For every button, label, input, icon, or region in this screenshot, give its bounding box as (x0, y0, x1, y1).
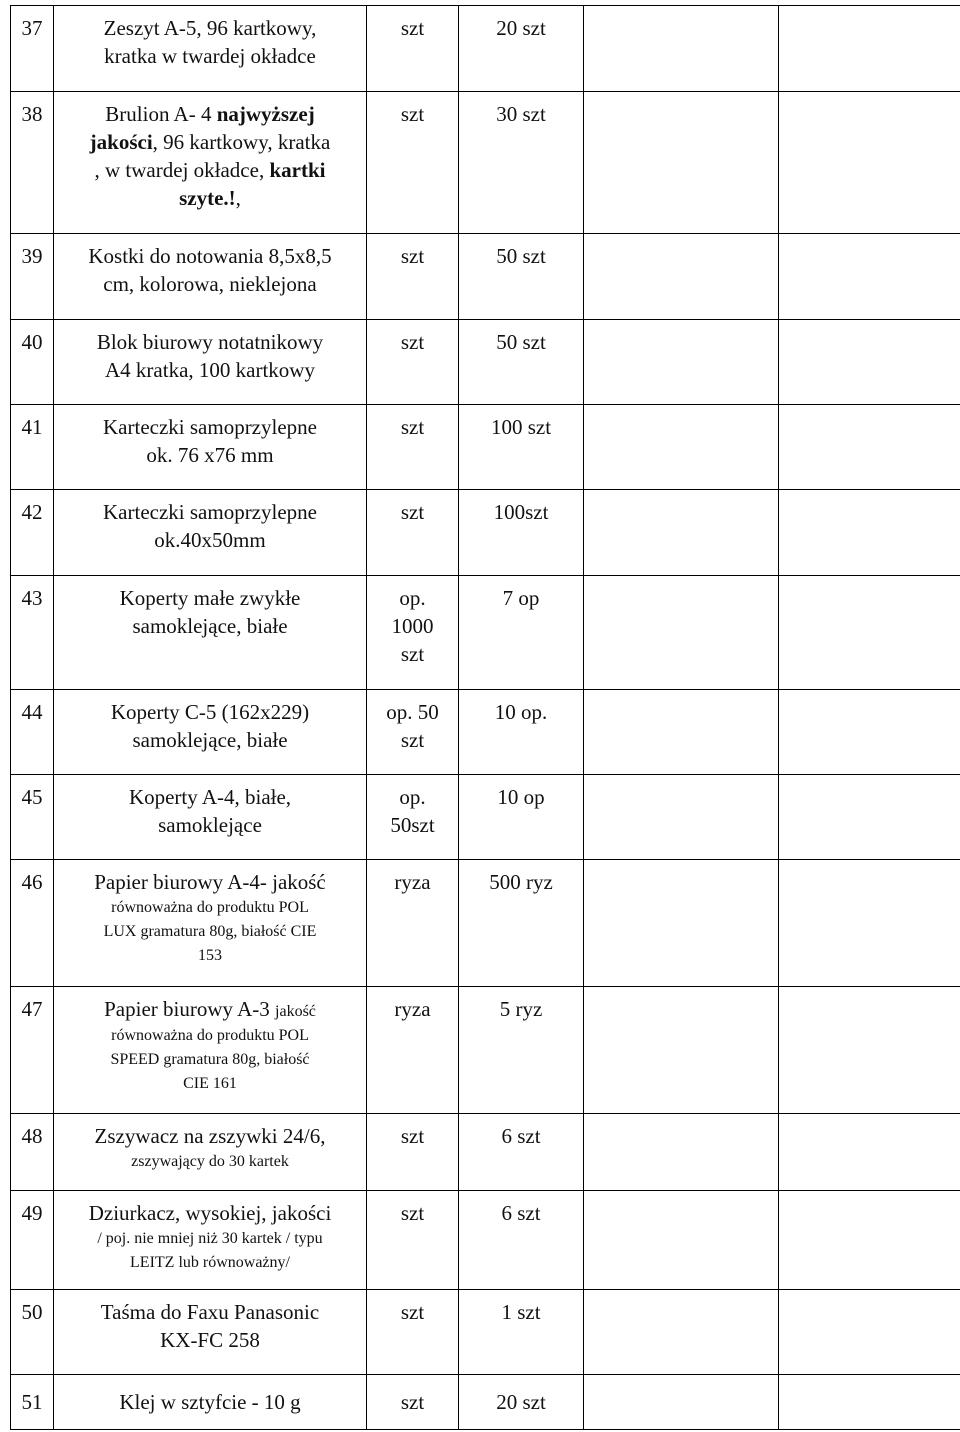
quantity-cell: 50 szt (459, 234, 584, 320)
unit-cell: szt (367, 234, 459, 320)
row-number: 51 (11, 1375, 54, 1430)
unit-cell: szt (367, 1290, 459, 1375)
unit-cell: szt (367, 92, 459, 234)
empty-cell (779, 987, 960, 1114)
row-number: 44 (11, 690, 54, 775)
table-row (11, 1114, 960, 1191)
empty-cell (779, 1114, 960, 1191)
unit-cell: ryza (367, 987, 459, 1114)
table-row (11, 92, 960, 234)
unit-cell: op. 1000 szt (367, 576, 459, 690)
item-description: Koperty C-5 (162x229) samoklejące, białe (54, 690, 367, 775)
empty-cell (584, 92, 779, 234)
unit-cell: szt (367, 1191, 459, 1290)
row-number: 38 (11, 92, 54, 234)
unit-cell: szt (367, 405, 459, 490)
empty-cell (584, 1290, 779, 1375)
unit-cell: ryza (367, 860, 459, 987)
item-description: Koperty A-4, białe, samoklejące (54, 775, 367, 860)
empty-cell (584, 860, 779, 987)
empty-cell (779, 320, 960, 405)
unit-cell: szt (367, 1114, 459, 1191)
unit-cell: szt (367, 320, 459, 405)
empty-cell (584, 320, 779, 405)
row-number: 47 (11, 987, 54, 1114)
quantity-cell: 50 szt (459, 320, 584, 405)
empty-cell (779, 6, 960, 92)
table-row (11, 1191, 960, 1290)
empty-cell (779, 234, 960, 320)
order-table (10, 5, 960, 1430)
quantity-cell: 100szt (459, 490, 584, 576)
empty-cell (779, 490, 960, 576)
row-number: 48 (11, 1114, 54, 1191)
quantity-cell: 1 szt (459, 1290, 584, 1375)
item-description: Klej w sztyfcie - 10 g (54, 1375, 367, 1430)
table-row (11, 234, 960, 320)
row-number: 49 (11, 1191, 54, 1290)
quantity-cell: 500 ryz (459, 860, 584, 987)
table-row (11, 1375, 960, 1430)
row-number: 46 (11, 860, 54, 987)
table-row (11, 690, 960, 775)
row-number: 40 (11, 320, 54, 405)
table-row (11, 6, 960, 92)
empty-cell (584, 234, 779, 320)
empty-cell (584, 1191, 779, 1290)
empty-cell (779, 1290, 960, 1375)
item-description: Zszywacz na zszywki 24/6, zszywający do 30 kartek (54, 1114, 367, 1191)
item-description: Zeszyt A-5, 96 kartkowy, kratka w twardej okładce (54, 6, 367, 92)
empty-cell (584, 6, 779, 92)
empty-cell (584, 1375, 779, 1430)
item-description: Papier biurowy A-4- jakość równoważna do produktu POL LUX gramatura 80g, białość CIE 153 (54, 860, 367, 987)
item-description: Papier biurowy A-3 jakość równoważna do produktu POL SPEED gramatura 80g, białość CIE 161 (54, 987, 367, 1114)
table-row (11, 576, 960, 690)
empty-cell (584, 690, 779, 775)
row-number: 39 (11, 234, 54, 320)
empty-cell (779, 1375, 960, 1430)
quantity-cell: 20 szt (459, 1375, 584, 1430)
unit-cell: op. 50 szt (367, 690, 459, 775)
quantity-cell: 10 op. (459, 690, 584, 775)
unit-cell: szt (367, 1375, 459, 1430)
table-row (11, 405, 960, 490)
empty-cell (779, 860, 960, 987)
quantity-cell: 7 op (459, 576, 584, 690)
empty-cell (584, 576, 779, 690)
quantity-cell: 100 szt (459, 405, 584, 490)
quantity-cell: 5 ryz (459, 987, 584, 1114)
row-number: 41 (11, 405, 54, 490)
empty-cell (779, 92, 960, 234)
row-number: 37 (11, 6, 54, 92)
empty-cell (584, 405, 779, 490)
item-description: Kostki do notowania 8,5x8,5 cm, kolorowa, nieklejona (54, 234, 367, 320)
row-number: 43 (11, 576, 54, 690)
empty-cell (584, 775, 779, 860)
empty-cell (779, 775, 960, 860)
item-description: Karteczki samoprzylepne ok. 76 x76 mm (54, 405, 367, 490)
table-row (11, 860, 960, 987)
table-row (11, 320, 960, 405)
quantity-cell: 6 szt (459, 1191, 584, 1290)
table-row (11, 1290, 960, 1375)
empty-cell (779, 576, 960, 690)
item-description: Blok biurowy notatnikowy A4 kratka, 100 kartkowy (54, 320, 367, 405)
empty-cell (779, 1191, 960, 1290)
quantity-cell: 30 szt (459, 92, 584, 234)
item-description: Koperty małe zwykłe samoklejące, białe (54, 576, 367, 690)
item-description: Brulion A- 4 najwyższej jakości, 96 kartkowy, kratka , w twardej okładce, kartki szyte.!, (54, 92, 367, 234)
unit-cell: szt (367, 6, 459, 92)
item-description: Taśma do Faxu Panasonic KX-FC 258 (54, 1290, 367, 1375)
unit-cell: op. 50szt (367, 775, 459, 860)
row-number: 42 (11, 490, 54, 576)
quantity-cell: 20 szt (459, 6, 584, 92)
quantity-cell: 10 op (459, 775, 584, 860)
empty-cell (584, 1114, 779, 1191)
unit-cell: szt (367, 490, 459, 576)
table-row (11, 987, 960, 1114)
empty-cell (779, 690, 960, 775)
empty-cell (779, 405, 960, 490)
table-row (11, 490, 960, 576)
item-description: Dziurkacz, wysokiej, jakości / poj. nie mniej niż 30 kartek / typu LEITZ lub równoważny/ (54, 1191, 367, 1290)
empty-cell (584, 987, 779, 1114)
empty-cell (584, 490, 779, 576)
row-number: 50 (11, 1290, 54, 1375)
item-description: Karteczki samoprzylepne ok.40x50mm (54, 490, 367, 576)
quantity-cell: 6 szt (459, 1114, 584, 1191)
table-row (11, 775, 960, 860)
row-number: 45 (11, 775, 54, 860)
